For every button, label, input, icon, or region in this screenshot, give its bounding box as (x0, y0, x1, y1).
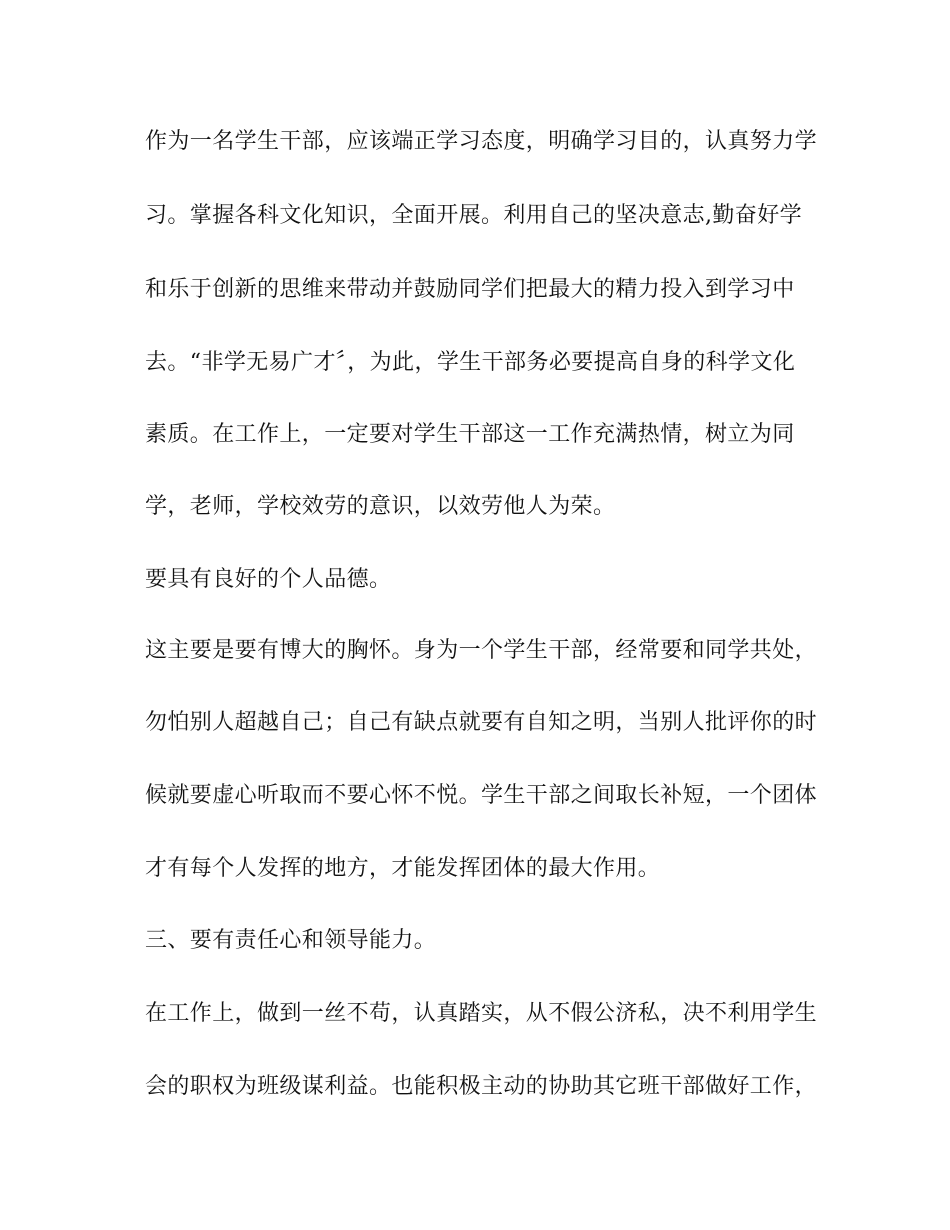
text-line-6: 学，老师，学校效劳的意识，以效劳他人为荣。 (145, 494, 616, 519)
text-line-5: 素质。在工作上，一定要对学生干部这一工作充满热情，树立为同 (145, 422, 795, 447)
text-line-11: 才有每个人发挥的地方，才能发挥团体的最大作用。 (145, 856, 661, 881)
text-line-13: 在工作上，做到一丝不苟，认真踏实，从不假公济私，决不利用学生 (145, 1001, 818, 1026)
text-line-3: 和乐于创新的思维来带动并鼓励同学们把最大的精力投入到学习中 (145, 277, 795, 302)
text-line-8: 这主要是要有博大的胸怀。身为一个学生干部，经常要和同学共处， (145, 638, 818, 663)
text-line-4: 去。“非学无易广才〞，为此，学生干部务必要提高自身的科学文化 (145, 350, 796, 375)
text-line-12: 三、要有责任心和领导能力。 (145, 928, 437, 953)
text-line-2: 习。掌握各科文化知识，全面开展。利用自己的坚决意志,勤奋好学 (145, 203, 802, 228)
text-line-14: 会的职权为班级谋利益。也能积极主动的协助其它班干部做好工作， (145, 1074, 818, 1099)
text-line-7: 要具有良好的个人品德。 (145, 567, 392, 592)
text-line-1: 作为一名学生干部，应该端正学习态度，明确学习目的，认真努力学 (145, 129, 818, 154)
text-line-9: 勿怕别人超越自己；自己有缺点就要有自知之明，当别人批评你的时 (145, 710, 818, 735)
text-line-10: 候就要虚心听取而不要心怀不悦。学生干部之间取长补短，一个团体 (145, 783, 818, 808)
